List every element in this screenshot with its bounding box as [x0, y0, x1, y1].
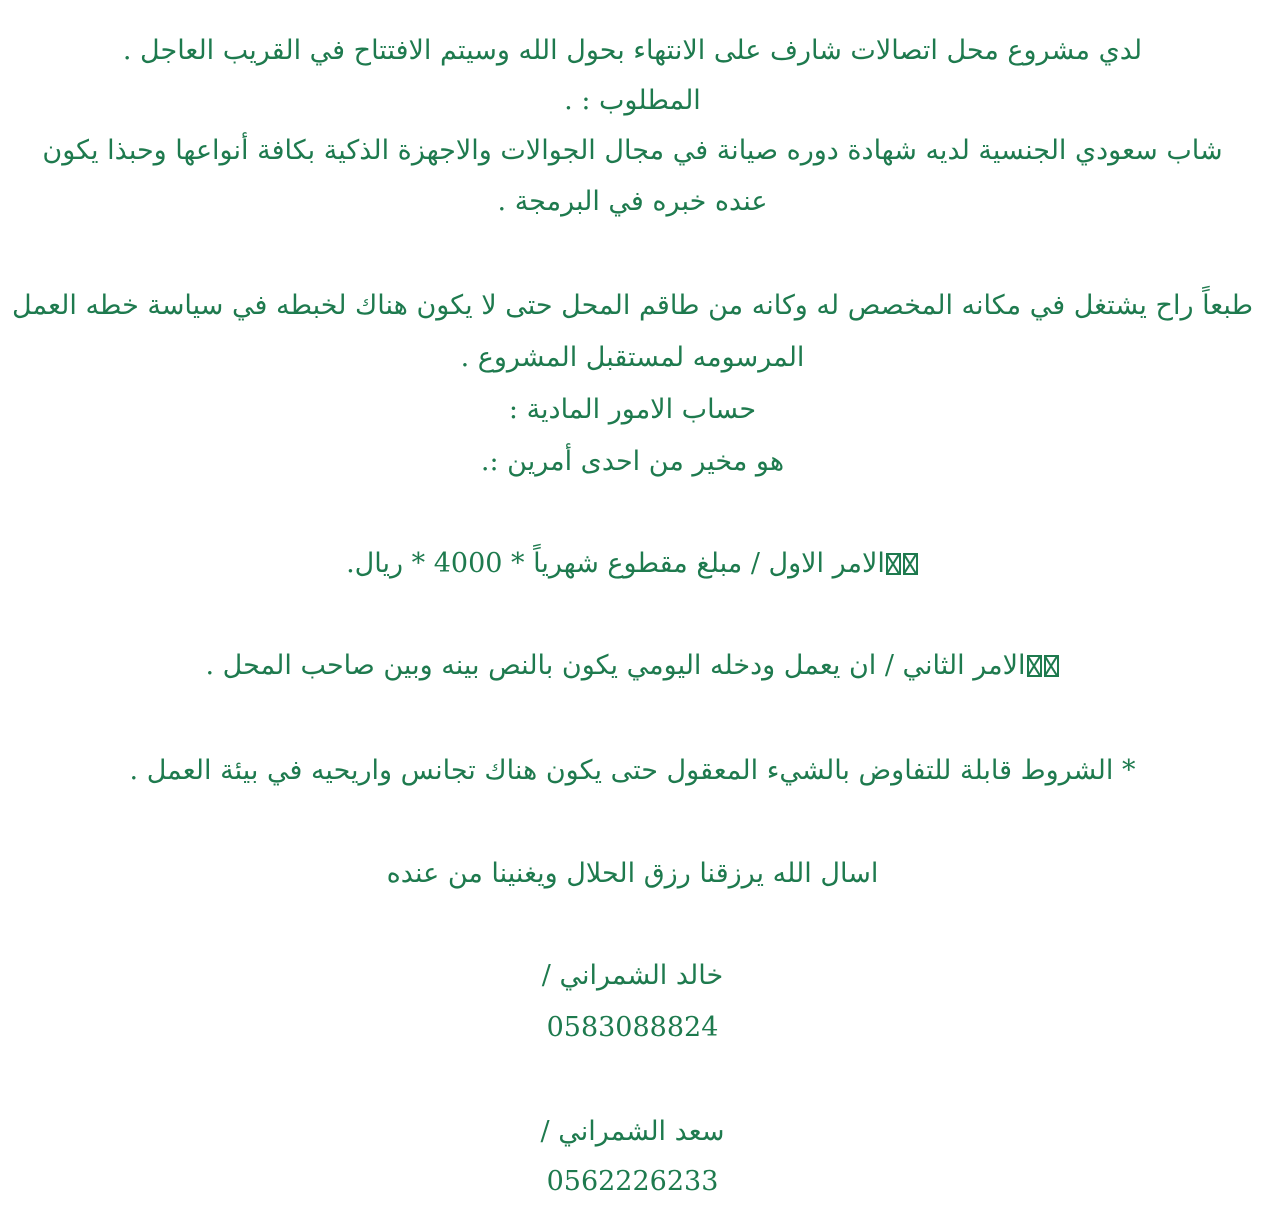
missing-glyph-box-icon [885, 538, 919, 590]
option-one [10, 538, 1255, 590]
work-text-line-2: المرسومه لمستقبل المشروع . [460, 342, 805, 373]
conditions-text: * الشروط قابلة للتفاوض بالشيء المعقول حتى يكون هناك تجانس واريحيه في بيئة العمل . [129, 755, 1136, 786]
choice-text: هو مخير من احدى أمرين :. [480, 446, 785, 477]
contact-phone-1: 0583088824 [546, 1012, 719, 1043]
option-two-text: الامر الثاني / ان يعمل ودخله اليومي يكون بالنص بينه وبين صاحب المحل . [205, 650, 1026, 681]
required-heading: المطلوب : . [564, 85, 701, 116]
contact-phone-2: 0562226233 [546, 1166, 719, 1197]
contact-name-1: خالد الشمراني / [541, 960, 724, 991]
intro-text: لدي مشروع محل اتصالات شارف على الانتهاء بحول الله وسيتم الافتتاح في القريب العاجل . [122, 35, 1143, 66]
finance-heading: حساب الامور المادية : [508, 394, 757, 425]
option-one-text: الامر الاول / مبلغ مقطوع شهرياً * 4000 * ريال. [346, 548, 885, 579]
contact-name-2: سعد الشمراني / [540, 1116, 725, 1147]
work-text-line-1: طبعاً راح يشتغل في مكانه المخصص له وكانه من طاقم المحل حتى لا يكون هناك لخبطه في سياسة خطه العمل [12, 290, 1253, 321]
option-two [10, 640, 1255, 692]
missing-glyph-box-icon [1026, 640, 1060, 692]
requirement-text-line-2: عنده خبره في البرمجة . [497, 186, 768, 217]
prayer-text: اسال الله يرزقنا رزق الحلال ويغنينا من عنده [386, 858, 879, 889]
requirement-text-line-1: شاب سعودي الجنسية لديه شهادة دوره صيانة في مجال الجوالات والاجهزة الذكية بكافة أنواعها وحبذا يكون [42, 135, 1223, 166]
